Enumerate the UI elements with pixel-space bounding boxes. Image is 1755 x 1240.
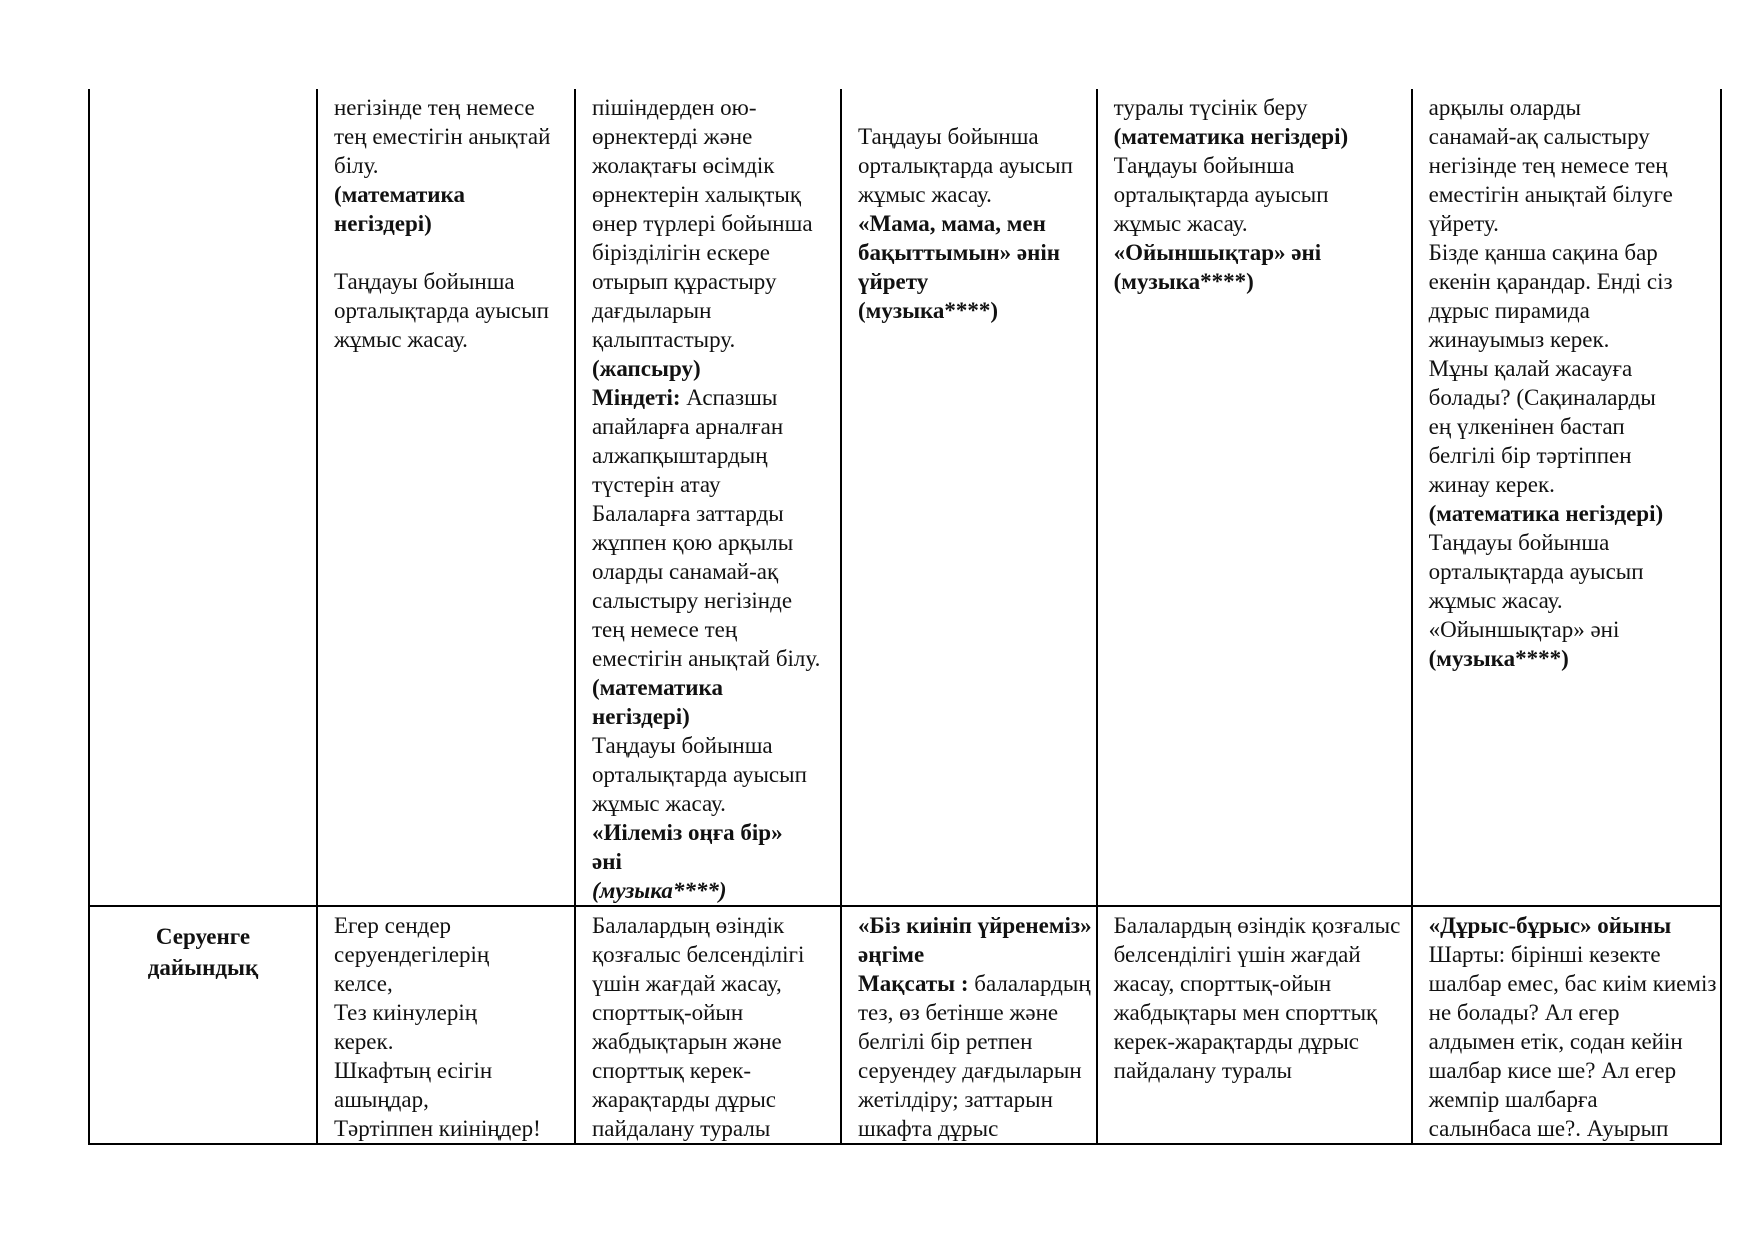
cell-text-line: «Дұрыс-бұрыс» ойыны <box>1428 913 1672 938</box>
cell-text-line: негізінде тең немесе тең <box>1428 153 1668 178</box>
cell-text-line: (музыка****) <box>1113 269 1254 294</box>
cell-text-line: пішіндерден ою- <box>592 95 757 120</box>
cell-text-line: Шкафтың есігін <box>334 1058 493 1083</box>
cell-text-line: жұппен қою арқылы <box>592 530 794 555</box>
table-cell <box>841 89 1097 906</box>
cell-text-line: ашыңдар, <box>334 1087 429 1112</box>
cell-text-line: шалбар кисе ше? Ал егер <box>1428 1058 1677 1083</box>
cell-text-line: белсенділігі үшін жағдай <box>1113 942 1361 967</box>
cell-text-line: Шарты: бірінші кезекте <box>1428 942 1661 967</box>
table-cell <box>575 89 841 906</box>
table-cell <box>1097 89 1412 906</box>
cell-text-line: белгілі бір тәртіппен <box>1428 443 1632 468</box>
table-cell <box>1412 89 1722 906</box>
cell-text-line: қозғалыс белсенділігі <box>592 942 805 967</box>
cell-text-line: Таңдауы бойынша <box>334 269 515 294</box>
table-cell <box>317 89 575 906</box>
cell-text-line: өрнектерін халықтық <box>592 182 801 207</box>
cell-text-line: «Иілеміз оңға бір» <box>592 820 783 845</box>
cell-text-rest: Аспазшы <box>680 385 778 410</box>
cell-text-line: (математика негіздері) <box>1428 501 1664 526</box>
cell-text-line: тез, өз бетінше және <box>858 1000 1059 1025</box>
cell-text-line <box>592 383 836 412</box>
cell-text-line: серуендегілерің <box>334 942 490 967</box>
cell-text-line: әні <box>592 849 622 874</box>
cell-text-line: Бізде қанша сақина бар <box>1428 240 1658 265</box>
cell-text-line: Таңдауы бойынша <box>592 733 773 758</box>
cell-text-line: «Ойыншықтар» әні <box>1428 617 1620 642</box>
cell-text-line: туралы түсінік беру <box>1113 95 1308 120</box>
cell-text-line: Таңдауы бойынша <box>1113 153 1295 178</box>
cell-text-line: Егер сендер <box>334 913 452 938</box>
cell-text-line: керек. <box>334 1029 394 1054</box>
cell-text-line: спорттық керек- <box>592 1058 752 1083</box>
cell-text-line: негіздері) <box>334 211 432 236</box>
cell-text-line: дағдыларын <box>592 298 712 323</box>
cell-text-line: жұмыс жасау. <box>592 791 726 816</box>
cell-text-line: отырып құрастыру <box>592 269 777 294</box>
cell-text-line: белгілі бір ретпен <box>858 1029 1033 1054</box>
cell-text-line: серуендеу дағдыларын <box>858 1058 1082 1083</box>
cell-text-line: салыстыру негізінде <box>592 588 793 613</box>
cell-text-line: пайдалану туралы <box>1113 1058 1292 1083</box>
cell-text-line: өнер түрлері бойынша <box>592 211 813 236</box>
row-label-cell <box>89 906 317 1144</box>
cell-text-line: «Мама, мама, мен <box>858 211 1046 236</box>
cell-text-line: орталықтарда ауысып <box>858 153 1073 178</box>
cell-text-line: бірізділігін ескере <box>592 240 771 265</box>
table-row <box>89 89 1721 906</box>
cell-text-line: салынбаса ше?. Ауырып <box>1428 1116 1669 1141</box>
cell-text-line: Таңдауы бойынша <box>858 124 1039 149</box>
cell-text-line: тең еместігін анықтай <box>334 124 551 149</box>
cell-text-line: жарақтарды дұрыс <box>592 1087 776 1112</box>
cell-text-line: орталықтарда ауысып <box>592 762 807 787</box>
row-label-cell <box>89 89 317 906</box>
cell-text-line: жұмыс жасау. <box>334 327 468 352</box>
cell-text-line: орталықтарда ауысып <box>1428 559 1644 584</box>
cell-text-line: болады? (Сақиналарды <box>1428 385 1656 410</box>
cell-text-line: қалыптастыру. <box>592 327 736 352</box>
cell-text-line: алжапқыштардың <box>592 443 768 468</box>
cell-text-line: жұмыс жасау. <box>1428 588 1563 613</box>
table-row <box>89 906 1721 1144</box>
cell-text-line: шалбар емес, бас киім киеміз <box>1428 971 1717 996</box>
cell-text-line: әңгіме <box>858 942 925 967</box>
table-cell <box>1097 906 1412 1144</box>
cell-text-line: Балалардың өзіндік <box>592 913 785 938</box>
cell-text-line: жолақтағы өсімдік <box>592 153 775 178</box>
cell-text-line <box>858 969 1092 998</box>
cell-text-line: апайларға арналған <box>592 414 784 439</box>
cell-text-line: түстерін атау <box>592 472 721 497</box>
cell-text-line: не болады? Ал егер <box>1428 1000 1620 1025</box>
cell-text-line: «Біз киініп үйренеміз» <box>858 913 1092 938</box>
cell-text-line: келсе, <box>334 971 393 996</box>
cell-text-line: алдымен етік, содан кейін <box>1428 1029 1683 1054</box>
cell-text-line: жабдықтарын және <box>592 1029 782 1054</box>
cell-text-line: еместігін анықтай білуге <box>1428 182 1673 207</box>
cell-text-line: Таңдауы бойынша <box>1428 530 1610 555</box>
schedule-table <box>88 89 1722 1145</box>
cell-text-line: пайдалану туралы <box>592 1116 771 1141</box>
cell-text-bold: Мақсаты : <box>858 971 969 996</box>
cell-text-line: өрнектерді және <box>592 124 753 149</box>
cell-text-line: еместігін анықтай білу. <box>592 646 821 671</box>
table-cell <box>841 906 1097 1144</box>
cell-text-line: жұмыс жасау. <box>1113 211 1248 236</box>
cell-text-line: (музыка****) <box>858 298 999 323</box>
cell-text-line: (математика <box>334 182 465 207</box>
cell-text-line: жұмыс жасау. <box>858 182 992 207</box>
cell-text-bold: Міндеті: <box>592 385 681 410</box>
cell-text-line: жемпір шалбарға <box>1428 1087 1598 1112</box>
cell-text-line <box>334 238 570 267</box>
cell-text-line: (математика негіздері) <box>1113 124 1349 149</box>
cell-text-line: «Ойыншықтар» әні <box>1113 240 1322 265</box>
row-label-text: Серуенге <box>155 924 251 949</box>
cell-text-line: керек-жарақтарды дұрыс <box>1113 1029 1359 1054</box>
table-cell <box>1412 906 1722 1144</box>
cell-text-line: тең немесе тең <box>592 617 738 642</box>
cell-text-line: үшін жағдай жасау, <box>592 971 782 996</box>
cell-text-line: жинауымыз керек. <box>1428 327 1610 352</box>
cell-text-line: орталықтарда ауысып <box>334 298 549 323</box>
cell-text-line: үйрету <box>858 269 929 294</box>
cell-text-line: орталықтарда ауысып <box>1113 182 1329 207</box>
cell-text-line: үйрету. <box>1428 211 1499 236</box>
cell-text-line: спорттық-ойын <box>592 1000 744 1025</box>
cell-text-line: жетілдіру; заттарын <box>858 1087 1053 1112</box>
cell-text-line: арқылы оларды <box>1428 95 1581 120</box>
cell-text-line: негізінде тең немесе <box>334 95 535 120</box>
cell-text-line: оларды санамай-ақ <box>592 559 779 584</box>
cell-text-line: (математика <box>592 675 723 700</box>
cell-text-line: ең үлкенінен бастап <box>1428 414 1625 439</box>
cell-text-line: дұрыс пирамида <box>1428 298 1590 323</box>
cell-text-line: жинау керек. <box>1428 472 1555 497</box>
cell-text-line: негіздері) <box>592 704 690 729</box>
cell-text-line: бақыттымын» әнін <box>858 240 1060 265</box>
cell-text-line: Балаларға заттарды <box>592 501 784 526</box>
cell-text-line: (музыка****) <box>592 878 727 903</box>
row-label-text: дайындық <box>147 955 259 980</box>
cell-text-line: Мұны қалай жасауға <box>1428 356 1633 381</box>
cell-text-line: (музыка****) <box>1428 646 1569 671</box>
cell-text-line: Балалардың өзіндік қозғалыс <box>1113 913 1401 938</box>
cell-text-line: санамай-ақ салыстыру <box>1428 124 1650 149</box>
table-cell <box>575 906 841 1144</box>
cell-text-line: жасау, спорттық-ойын <box>1113 971 1332 996</box>
cell-text-line: Тез киінулерің <box>334 1000 478 1025</box>
cell-text-line: Тәртіппен киініңдер! <box>334 1116 541 1141</box>
table-cell <box>317 906 575 1144</box>
cell-text-line: шкафта дұрыс <box>858 1116 999 1141</box>
cell-text-rest: балалардың <box>968 971 1091 996</box>
cell-text-line <box>858 93 1092 122</box>
cell-text-line: білу. <box>334 153 379 178</box>
cell-text-line: екенін қарандар. Енді сіз <box>1428 269 1673 294</box>
cell-text-line: (жапсыру) <box>592 356 701 381</box>
cell-text-line: жабдықтары мен спорттық <box>1113 1000 1378 1025</box>
